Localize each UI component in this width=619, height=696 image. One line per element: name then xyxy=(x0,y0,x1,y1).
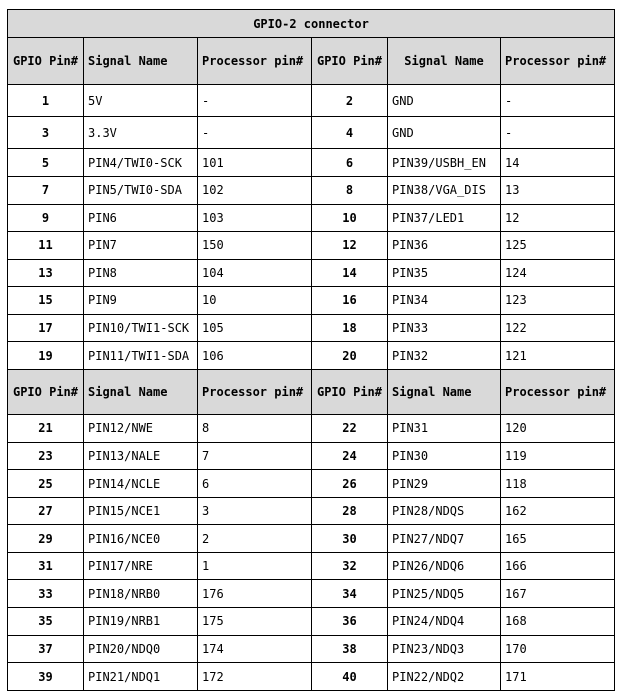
header-processor-pin-left: Processor pin# xyxy=(198,369,312,414)
gpio-pin-cell: 19 xyxy=(8,342,84,370)
processor-pin-cell: 120 xyxy=(501,415,615,443)
signal-name-cell: PIN10/TWI1-SCK xyxy=(84,314,198,342)
gpio-pin-cell: 32 xyxy=(312,552,388,580)
processor-pin-cell: 8 xyxy=(198,415,312,443)
header-gpio-pin-right: GPIO Pin# xyxy=(312,369,388,414)
signal-name-cell: PIN5/TWI0-SDA xyxy=(84,176,198,204)
signal-name-cell: PIN21/NDQ1 xyxy=(84,663,198,691)
header-row-top xyxy=(8,38,615,85)
signal-name-cell: PIN13/NALE xyxy=(84,442,198,470)
processor-pin-cell: 176 xyxy=(198,580,312,608)
gpio-pin-cell: 11 xyxy=(8,232,84,260)
processor-pin-cell: 172 xyxy=(198,663,312,691)
table-row xyxy=(8,204,615,232)
processor-pin-cell: 150 xyxy=(198,232,312,260)
processor-pin-cell: 119 xyxy=(501,442,615,470)
signal-name-cell: PIN24/NDQ4 xyxy=(388,608,501,636)
signal-name-cell: PIN4/TWI0-SCK xyxy=(84,149,198,177)
table-row xyxy=(8,85,615,117)
table-row xyxy=(8,442,615,470)
gpio2-connector-table xyxy=(7,9,615,691)
table-row xyxy=(8,552,615,580)
signal-name-cell: PIN29 xyxy=(388,470,501,498)
signal-name-cell: PIN15/NCE1 xyxy=(84,497,198,525)
header-processor-pin-right: Processor pin# xyxy=(501,38,615,85)
signal-name-cell: PIN36 xyxy=(388,232,501,260)
signal-name-cell: PIN23/NDQ3 xyxy=(388,635,501,663)
gpio-pin-cell: 29 xyxy=(8,525,84,553)
processor-pin-cell: 3 xyxy=(198,497,312,525)
signal-name-cell: PIN17/NRE xyxy=(84,552,198,580)
gpio-pin-cell: 26 xyxy=(312,470,388,498)
processor-pin-cell: 101 xyxy=(198,149,312,177)
processor-pin-cell: 166 xyxy=(501,552,615,580)
processor-pin-cell: - xyxy=(501,117,615,149)
gpio-pin-cell: 12 xyxy=(312,232,388,260)
processor-pin-cell: 124 xyxy=(501,259,615,287)
gpio-pin-cell: 7 xyxy=(8,176,84,204)
signal-name-cell: PIN11/TWI1-SDA xyxy=(84,342,198,370)
processor-pin-cell: 121 xyxy=(501,342,615,370)
gpio-pin-cell: 37 xyxy=(8,635,84,663)
gpio-pin-cell: 20 xyxy=(312,342,388,370)
table-row xyxy=(8,580,615,608)
signal-name-cell: PIN6 xyxy=(84,204,198,232)
processor-pin-cell: 106 xyxy=(198,342,312,370)
header-signal-name-right: Signal Name xyxy=(388,369,501,414)
table-row xyxy=(8,663,615,691)
gpio-pin-cell: 31 xyxy=(8,552,84,580)
table-row xyxy=(8,314,615,342)
gpio-pin-cell: 35 xyxy=(8,608,84,636)
gpio-pin-cell: 9 xyxy=(8,204,84,232)
gpio-pin-cell: 8 xyxy=(312,176,388,204)
gpio-pin-cell: 30 xyxy=(312,525,388,553)
gpio-pin-cell: 10 xyxy=(312,204,388,232)
gpio-pin-cell: 14 xyxy=(312,259,388,287)
table-row xyxy=(8,117,615,149)
processor-pin-cell: 168 xyxy=(501,608,615,636)
gpio-pin-cell: 5 xyxy=(8,149,84,177)
signal-name-cell: PIN32 xyxy=(388,342,501,370)
header-gpio-pin-right: GPIO Pin# xyxy=(312,38,388,85)
gpio-pin-cell: 4 xyxy=(312,117,388,149)
gpio-pin-cell: 24 xyxy=(312,442,388,470)
signal-name-cell: PIN9 xyxy=(84,287,198,315)
gpio-pin-cell: 22 xyxy=(312,415,388,443)
header-gpio-pin-left: GPIO Pin# xyxy=(8,38,84,85)
signal-name-cell: PIN38/VGA_DIS xyxy=(388,176,501,204)
signal-name-cell: PIN22/NDQ2 xyxy=(388,663,501,691)
processor-pin-cell: 6 xyxy=(198,470,312,498)
table-row xyxy=(8,342,615,370)
processor-pin-cell: 10 xyxy=(198,287,312,315)
processor-pin-cell: 123 xyxy=(501,287,615,315)
signal-name-cell: PIN16/NCE0 xyxy=(84,525,198,553)
signal-name-cell: PIN25/NDQ5 xyxy=(388,580,501,608)
signal-name-cell: 3.3V xyxy=(84,117,198,149)
table-title-row xyxy=(8,10,615,38)
gpio-pin-cell: 1 xyxy=(8,85,84,117)
processor-pin-cell: 174 xyxy=(198,635,312,663)
signal-name-cell: PIN18/NRB0 xyxy=(84,580,198,608)
table-row xyxy=(8,415,615,443)
signal-name-cell: PIN19/NRB1 xyxy=(84,608,198,636)
header-processor-pin-right: Processor pin# xyxy=(501,369,615,414)
signal-name-cell: PIN8 xyxy=(84,259,198,287)
signal-name-cell: GND xyxy=(388,85,501,117)
gpio-pin-cell: 33 xyxy=(8,580,84,608)
signal-name-cell: PIN35 xyxy=(388,259,501,287)
processor-pin-cell: 14 xyxy=(501,149,615,177)
signal-name-cell: PIN31 xyxy=(388,415,501,443)
gpio-pin-cell: 40 xyxy=(312,663,388,691)
table-title: GPIO-2 connector xyxy=(8,10,615,38)
gpio-pin-cell: 3 xyxy=(8,117,84,149)
header-row-mid xyxy=(8,369,615,414)
processor-pin-cell: 170 xyxy=(501,635,615,663)
processor-pin-cell: - xyxy=(198,85,312,117)
signal-name-cell: PIN28/NDQS xyxy=(388,497,501,525)
gpio-pin-cell: 21 xyxy=(8,415,84,443)
table-row xyxy=(8,287,615,315)
signal-name-cell: 5V xyxy=(84,85,198,117)
signal-name-cell: PIN12/NWE xyxy=(84,415,198,443)
gpio-pin-cell: 16 xyxy=(312,287,388,315)
table-row xyxy=(8,149,615,177)
signal-name-cell: PIN20/NDQ0 xyxy=(84,635,198,663)
gpio-pin-cell: 15 xyxy=(8,287,84,315)
processor-pin-cell: 13 xyxy=(501,176,615,204)
header-gpio-pin-left: GPIO Pin# xyxy=(8,369,84,414)
processor-pin-cell: 7 xyxy=(198,442,312,470)
processor-pin-cell: - xyxy=(501,85,615,117)
table-row xyxy=(8,176,615,204)
gpio-pin-cell: 6 xyxy=(312,149,388,177)
table-row xyxy=(8,470,615,498)
header-signal-name-left: Signal Name xyxy=(84,38,198,85)
signal-name-cell: PIN27/NDQ7 xyxy=(388,525,501,553)
header-signal-name-left: Signal Name xyxy=(84,369,198,414)
table-row xyxy=(8,232,615,260)
table-row xyxy=(8,635,615,663)
gpio-pin-cell: 38 xyxy=(312,635,388,663)
signal-name-cell: PIN14/NCLE xyxy=(84,470,198,498)
processor-pin-cell: 103 xyxy=(198,204,312,232)
signal-name-cell: PIN34 xyxy=(388,287,501,315)
signal-name-cell: PIN30 xyxy=(388,442,501,470)
header-signal-name-right: Signal Name xyxy=(388,38,501,85)
processor-pin-cell: 1 xyxy=(198,552,312,580)
table-row xyxy=(8,608,615,636)
signal-name-cell: PIN26/NDQ6 xyxy=(388,552,501,580)
processor-pin-cell: 165 xyxy=(501,525,615,553)
processor-pin-cell: 171 xyxy=(501,663,615,691)
signal-name-cell: PIN33 xyxy=(388,314,501,342)
processor-pin-cell: 118 xyxy=(501,470,615,498)
processor-pin-cell: 175 xyxy=(198,608,312,636)
processor-pin-cell: 102 xyxy=(198,176,312,204)
processor-pin-cell: 104 xyxy=(198,259,312,287)
processor-pin-cell: 167 xyxy=(501,580,615,608)
gpio-pin-cell: 28 xyxy=(312,497,388,525)
signal-name-cell: GND xyxy=(388,117,501,149)
gpio-pin-cell: 34 xyxy=(312,580,388,608)
table-body xyxy=(8,38,615,691)
gpio-pin-cell: 39 xyxy=(8,663,84,691)
processor-pin-cell: 162 xyxy=(501,497,615,525)
header-processor-pin-left: Processor pin# xyxy=(198,38,312,85)
table-row xyxy=(8,497,615,525)
gpio-pin-cell: 18 xyxy=(312,314,388,342)
table-row xyxy=(8,525,615,553)
gpio-pin-cell: 27 xyxy=(8,497,84,525)
processor-pin-cell: 122 xyxy=(501,314,615,342)
gpio-pin-cell: 25 xyxy=(8,470,84,498)
table-row xyxy=(8,259,615,287)
processor-pin-cell: - xyxy=(198,117,312,149)
gpio-pin-cell: 36 xyxy=(312,608,388,636)
gpio-pin-cell: 2 xyxy=(312,85,388,117)
signal-name-cell: PIN37/LED1 xyxy=(388,204,501,232)
gpio-pin-cell: 23 xyxy=(8,442,84,470)
processor-pin-cell: 2 xyxy=(198,525,312,553)
gpio-pin-cell: 13 xyxy=(8,259,84,287)
gpio-pin-cell: 17 xyxy=(8,314,84,342)
processor-pin-cell: 12 xyxy=(501,204,615,232)
signal-name-cell: PIN39/USBH_EN xyxy=(388,149,501,177)
signal-name-cell: PIN7 xyxy=(84,232,198,260)
processor-pin-cell: 125 xyxy=(501,232,615,260)
processor-pin-cell: 105 xyxy=(198,314,312,342)
